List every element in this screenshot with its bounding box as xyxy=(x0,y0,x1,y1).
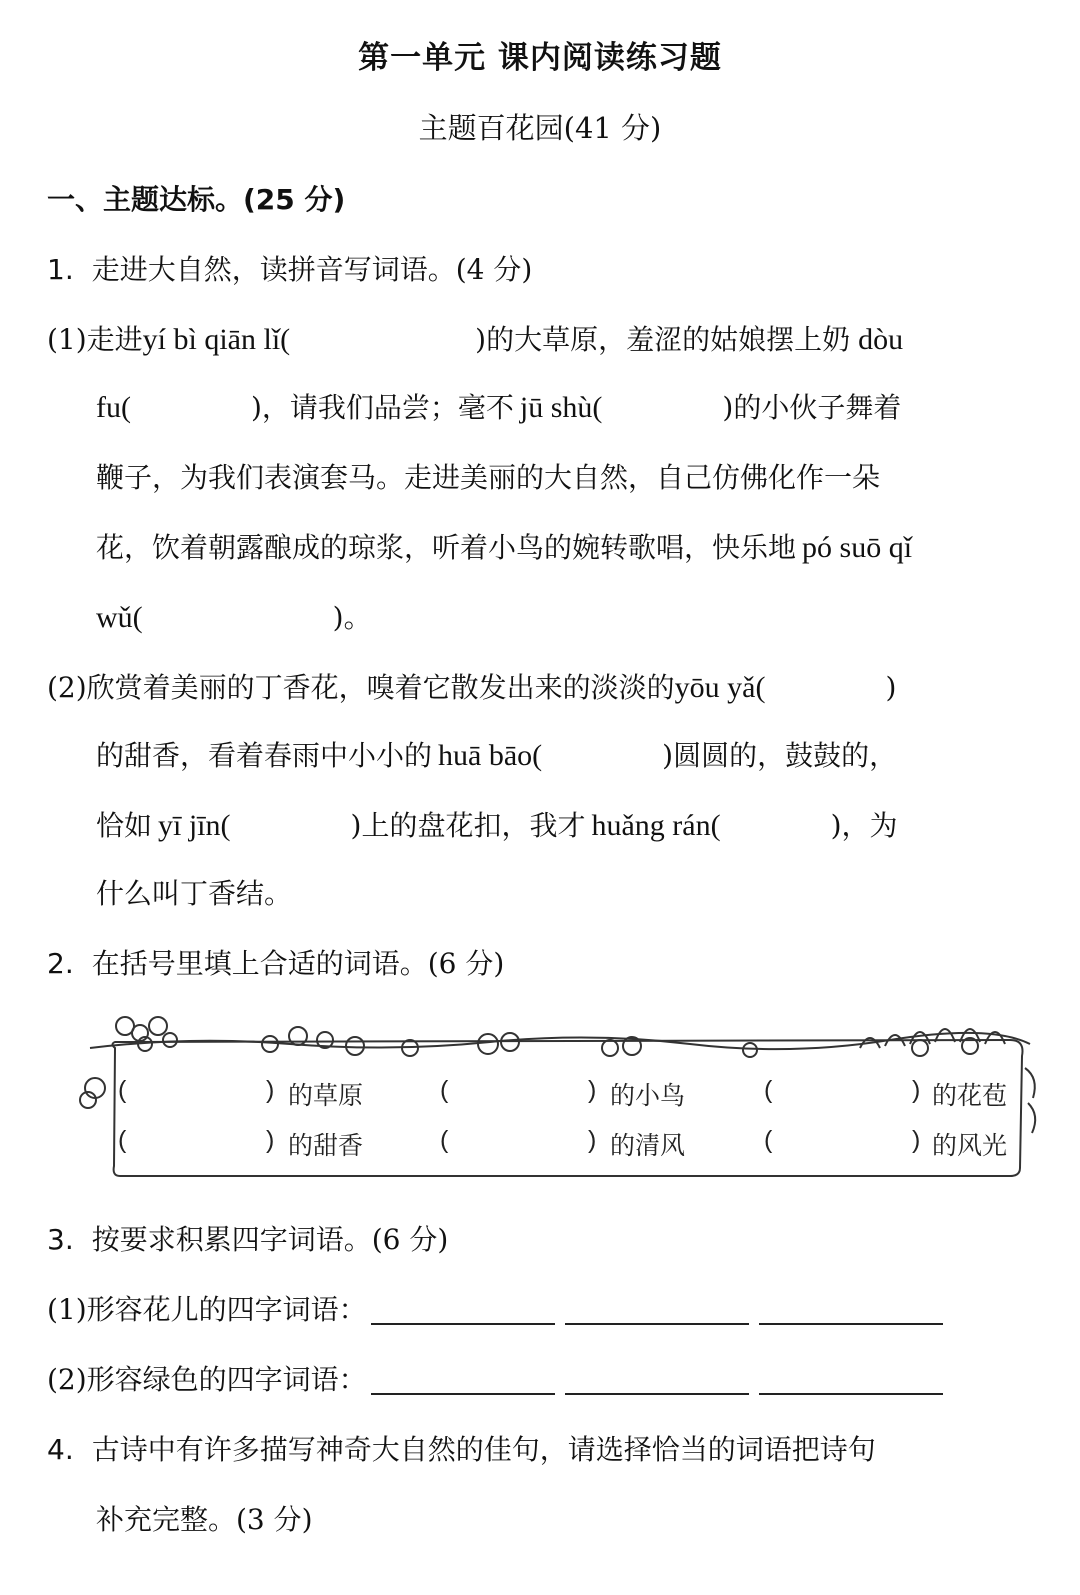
question-prompt: 走进大自然，读拼音写词语。(4 分) xyxy=(91,253,533,286)
flower-icon xyxy=(743,1043,757,1057)
q1-part2-line3 xyxy=(96,804,898,844)
open-paren: ( xyxy=(440,1126,449,1154)
close-paren: ) xyxy=(266,1126,275,1154)
page-subtitle: 主题百花园(41 分) xyxy=(418,111,662,145)
text: )上的盘花扣，我才 xyxy=(350,809,586,842)
text: (2)欣赏着美丽的丁香花，嗅着它散发出来的淡淡的 xyxy=(47,671,675,704)
q1-part2-line2 xyxy=(96,734,897,774)
q1-part1-line1 xyxy=(47,318,903,358)
close-paren: ) xyxy=(588,1076,597,1104)
open-paren: ( xyxy=(764,1076,773,1104)
answer-line[interactable] xyxy=(371,1295,555,1325)
question-number: 4. xyxy=(47,1433,74,1466)
close-paren: ) xyxy=(588,1126,597,1154)
flower-icon xyxy=(116,1017,177,1051)
phrase: 的风光 xyxy=(932,1132,1008,1160)
answer-line[interactable] xyxy=(371,1365,555,1395)
answer-box-frame xyxy=(113,1040,1023,1176)
open-paren: ( xyxy=(118,1076,127,1104)
question-number: 2. xyxy=(47,947,74,980)
q1-part2-line1 xyxy=(47,666,896,706)
text: 的甜香，看着春雨中小小的 xyxy=(96,739,433,772)
open-paren: ( xyxy=(118,1126,127,1154)
text: )。 xyxy=(332,601,372,634)
q1-part1-line4 xyxy=(96,526,912,566)
question-2 xyxy=(47,942,504,982)
section-heading: 一、主题达标。(25 分) xyxy=(47,183,346,216)
flower-vine-border xyxy=(70,1008,1050,1198)
q1-part1-line2 xyxy=(96,386,901,426)
text: ) xyxy=(885,671,897,704)
question-number: 1. xyxy=(47,253,74,286)
q3-item-2 xyxy=(47,1358,943,1398)
phrase: 的花苞 xyxy=(932,1082,1008,1110)
close-paren: ) xyxy=(912,1126,921,1154)
close-paren: ) xyxy=(912,1076,921,1104)
phrase: 的小鸟 xyxy=(610,1082,686,1110)
question-prompt: 古诗中有许多描写神奇大自然的佳句，请选择恰当的词语把诗句 xyxy=(91,1433,876,1466)
phrase: 的甜香 xyxy=(288,1132,364,1160)
answer-line[interactable] xyxy=(565,1295,749,1325)
flower-icon xyxy=(80,1078,105,1108)
question-number: 3. xyxy=(47,1223,74,1256)
text: )，为 xyxy=(830,809,898,842)
pinyin: pó suō qǐ xyxy=(802,531,913,564)
q1-part2-line4: 什么叫丁香结。 xyxy=(96,877,293,910)
pinyin: fu( xyxy=(96,391,131,424)
q1-part1-line5 xyxy=(96,596,372,636)
phrase: 的清风 xyxy=(610,1132,686,1160)
q1-part1-line3: 鞭子，为我们表演套马。走进美丽的大自然，自己仿佛化作一朵 xyxy=(96,461,881,494)
answer-line[interactable] xyxy=(565,1365,749,1395)
text: )圆圆的，鼓鼓的， xyxy=(662,739,898,772)
text: (2)形容绿色的四字词语： xyxy=(47,1363,367,1396)
question-prompt: 按要求积累四字词语。(6 分) xyxy=(91,1223,449,1256)
phrase: 的草原 xyxy=(288,1082,364,1110)
vine-tail xyxy=(1025,1068,1035,1133)
pinyin: yōu yǎ( xyxy=(674,671,766,704)
q3-item-1 xyxy=(47,1288,943,1328)
question-1 xyxy=(47,248,532,288)
pinyin: huā bāo( xyxy=(438,739,543,772)
answer-line[interactable] xyxy=(759,1295,943,1325)
flower-icon xyxy=(262,1027,333,1052)
question-3 xyxy=(47,1218,448,1258)
question-prompt: 在括号里填上合适的词语。(6 分) xyxy=(91,947,505,980)
page-title: 第一单元 课内阅读练习题 xyxy=(358,40,722,76)
text: )的大草原，羞涩的姑娘摆上奶 xyxy=(475,323,851,356)
pinyin: yí bì qiān lǐ( xyxy=(142,323,291,356)
question-4 xyxy=(47,1428,876,1468)
pinyin: dòu xyxy=(858,323,904,356)
close-paren: ) xyxy=(266,1076,275,1104)
text: )，请我们品尝；毫不 xyxy=(250,391,514,424)
pinyin: wǔ( xyxy=(96,601,143,634)
text: 恰如 xyxy=(96,809,153,842)
text: (1)走进 xyxy=(47,323,143,356)
pinyin: yī jīn( xyxy=(158,809,231,842)
open-paren: ( xyxy=(440,1076,449,1104)
text: (1)形容花儿的四字词语： xyxy=(47,1293,367,1326)
text: )的小伙子舞着 xyxy=(722,391,902,424)
answer-line[interactable] xyxy=(759,1365,943,1395)
text: 花，饮着朝露酿成的琼浆，听着小鸟的婉转歌唱，快乐地 xyxy=(96,531,797,564)
question-4-cont: 补充完整。(3 分) xyxy=(96,1503,313,1536)
open-paren: ( xyxy=(764,1126,773,1154)
pinyin: jū shù( xyxy=(519,391,603,424)
pinyin: huǎng rán( xyxy=(591,809,721,842)
